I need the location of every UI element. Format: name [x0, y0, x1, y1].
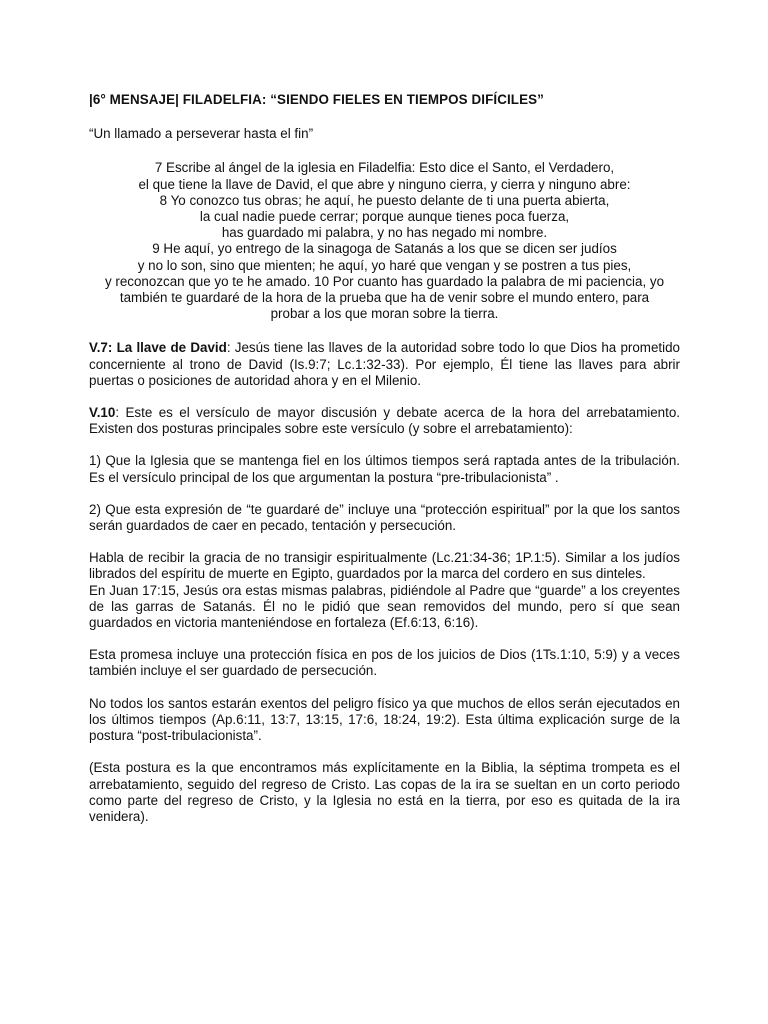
- verse-line: 8 Yo conozco tus obras; he aquí, he puesto delante de ti una puerta abierta,: [159, 192, 610, 208]
- verse-line: probar a los que moran sobre la tierra.: [270, 306, 499, 322]
- v10-text: : Este es el versículo de mayor discusión y debate acerca de la hora del arrebatamiento. Existen dos posturas principales sobre este versículo (y sobre el arrebatamiento):: [89, 405, 680, 437]
- v7-heading: V.7: La llave de David: [89, 340, 227, 356]
- paragraph-point-2: 2) Que esta expresión de “te guardaré de” incluye una “protección espiritual” por la que los santos serán guardados de caer en pecado, tentación y persecución.: [89, 501, 680, 534]
- document-title: |6° MENSAJE| FILADELFIA: “SIENDO FIELES EN TIEMPOS DIFÍCILES”: [89, 92, 544, 107]
- verse-line: 9 He aquí, yo entrego de la sinagoga de Satanás a los que se dicen ser judíos: [152, 241, 617, 257]
- verse-line: y reconozcan que yo te he amado. 10 Por cuanto has guardado la palabra de mi paciencia, yo: [104, 273, 665, 289]
- verse-line: también te guardaré de la hora de la prueba que ha de venir sobre el mundo entero, para: [119, 290, 650, 306]
- verse-line: y no lo son, sino que mienten; he aquí, yo haré que vengan y se postren a tus pies,: [137, 257, 632, 273]
- document-page: [89, 92, 680, 841]
- document-subtitle: “Un llamado a perseverar hasta el fin”: [89, 126, 314, 142]
- verse-line: la cual nadie puede cerrar; porque aunque tienes poca fuerza,: [199, 209, 570, 225]
- v7-text: : Jesús tiene las llaves de la autoridad sobre todo lo que Dios ha prometido concerniente al trono de David (Is.9:7; Lc.1:32-33). Por ejemplo, Él tiene las llaves para abrir puertas o posiciones de autoridad ahora y en el Milenio.: [89, 340, 680, 388]
- paragraph-habla: Habla de recibir la gracia de no transigir espiritualmente (Lc.21:34-36; 1P.1:5). Similar a los judíos librados del espíritu de muerte en Egipto, guardados por la marca del cordero en sus dinteles.: [89, 550, 680, 582]
- paragraph-v10: [89, 405, 680, 437]
- paragraph-postura: (Esta postura es la que encontramos más explícitamente en la Biblia, la séptima trompeta es el arrebatamiento, seguido del regreso de Cristo. Las copas de la ira se sueltan en un corto periodo como parte del regreso de Cristo, y la Iglesia no está en la tierra, por eso es quitada de la ira venidera).: [89, 760, 680, 824]
- paragraph-no-todos: No todos los santos estarán exentos del peligro físico ya que muchos de ellos serán ejecutados en los últimos tiempos (Ap.6:11, 13:7, 13:15, 17:6, 18:24, 19:2). Esta última explicación surge de la postura “post-tribulacionista”.: [89, 695, 680, 744]
- scripture-passage: [89, 160, 680, 322]
- paragraph-juan: En Juan 17:15, Jesús ora estas mismas palabras, pidiéndole al Padre que “guarde” a los creyentes de las garras de Satanás. Él no le pidió que sean removidos del mundo, pero sí que sean guardados en victoria manteniéndose en fortaleza (Ef.6:13, 6:16).: [89, 582, 680, 631]
- verse-line: 7 Escribe al ángel de la iglesia en Filadelfia: Esto dice el Santo, el Verdadero,: [154, 160, 615, 176]
- v10-heading: V.10: [89, 405, 116, 421]
- paragraph-point-1: 1) Que la Iglesia que se mantenga fiel en los últimos tiempos será raptada antes de la tribulación. Es el versículo principal de los que argumentan la postura “pre-tribulacionista” .: [89, 453, 680, 485]
- verse-line: el que tiene la llave de David, el que abre y ninguno cierra, y cierra y ninguno abre:: [138, 176, 631, 192]
- paragraph-promesa: Esta promesa incluye una protección física en pos de los juicios de Dios (1Ts.1:10, 5:9) y a veces también incluye el ser guardado de persecución.: [89, 647, 680, 679]
- verse-line: has guardado mi palabra, y no has negado mi nombre.: [221, 225, 548, 241]
- paragraph-v7: [89, 340, 680, 389]
